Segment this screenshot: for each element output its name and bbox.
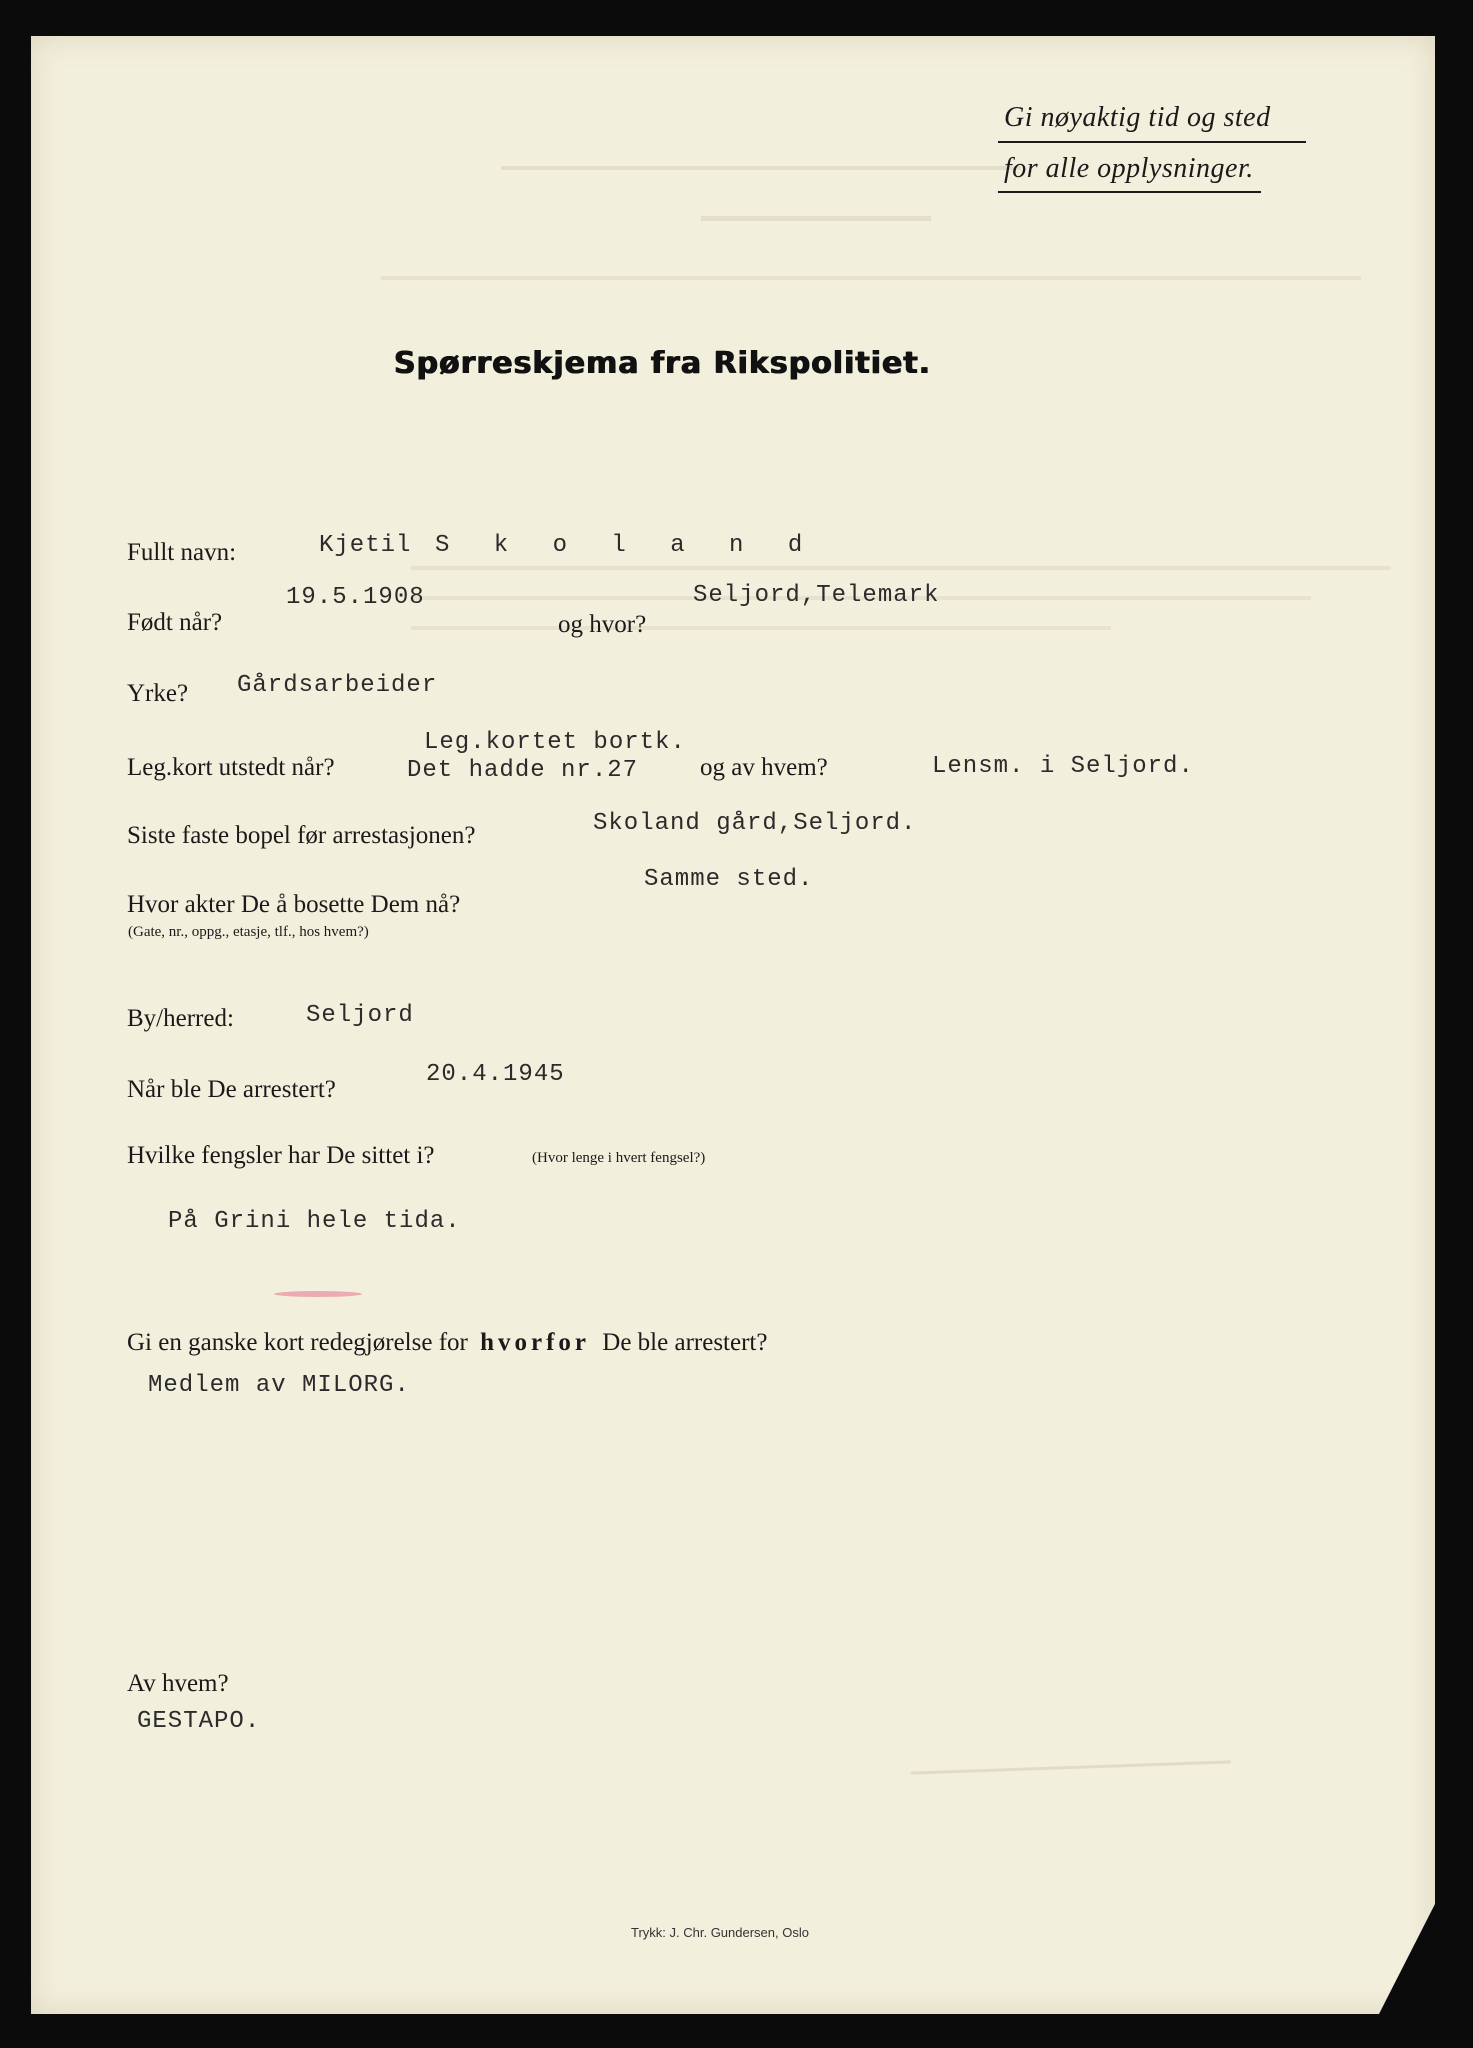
prisons-hint: (Hvor lenge i hvert fengsel?) (532, 1150, 706, 1166)
idcard-value: Det hadde nr.27 (407, 757, 639, 784)
occupation-label: Yrke? (127, 680, 189, 707)
reason-label (127, 1329, 767, 1357)
name-label: Fullt navn: (127, 539, 237, 566)
prisons-label: Hvilke fengsler har De sittet i? (127, 1142, 435, 1169)
residence-value: Skoland gård,Seljord. (593, 810, 917, 837)
settle-value: Samme sted. (644, 866, 814, 893)
name-last-value: S k o l a n d (435, 532, 818, 559)
by-whom-label: Av hvem? (127, 1670, 229, 1697)
name-first-value: Kjetil (319, 532, 412, 559)
born-where-label: og hvor? (558, 611, 647, 638)
arrest-date-label: Når ble De arrestert? (127, 1076, 336, 1103)
notice-line-1: Gi nøyaktig tid og sted (1004, 102, 1271, 133)
born-when-value: 19.5.1908 (286, 584, 425, 611)
reason-value: Medlem av MILORG. (148, 1372, 410, 1399)
settle-label: Hvor akter De å bosette Dem nå? (127, 891, 461, 918)
notice-underline-2 (998, 191, 1261, 193)
document-page (31, 36, 1435, 2014)
reason-label-c: De ble arrestert? (602, 1329, 768, 1356)
idcard-note: Leg.kortet bortk. (424, 729, 686, 756)
arrest-date-value: 20.4.1945 (426, 1061, 565, 1088)
settle-hint: (Gate, nr., oppg., etasje, tlf., hos hvem?) (128, 924, 369, 940)
by-whom-value: GESTAPO. (137, 1708, 261, 1735)
prisons-value: På Grini hele tida. (168, 1208, 461, 1235)
born-where-value: Seljord,Telemark (693, 582, 940, 609)
printer-imprint: Trykk: J. Chr. Gundersen, Oslo (631, 1925, 809, 1940)
torn-corner (1365, 1904, 1435, 2014)
notice-line-2: for alle opplysninger. (1004, 153, 1254, 184)
idcard-by-value: Lensm. i Seljord. (932, 753, 1194, 780)
born-when-label: Født når? (127, 609, 223, 636)
reason-label-b: hvorfor (480, 1329, 591, 1356)
residence-label: Siste faste bopel før arrestasjonen? (127, 822, 476, 849)
red-underline-mark (274, 1291, 362, 1297)
municipality-value: Seljord (306, 1002, 414, 1029)
form-title: Spørreskjema fra Rikspolitiet. (394, 346, 932, 381)
idcard-by-label: og av hvem? (700, 754, 828, 781)
notice-underline-1 (998, 141, 1306, 143)
idcard-label: Leg.kort utstedt når? (127, 754, 335, 781)
reason-label-a: Gi en ganske kort redegjørelse for (127, 1329, 468, 1356)
occupation-value: Gårdsarbeider (237, 672, 438, 699)
municipality-label: By/herred: (127, 1005, 234, 1032)
bleed-through-signature (911, 1748, 1241, 1788)
